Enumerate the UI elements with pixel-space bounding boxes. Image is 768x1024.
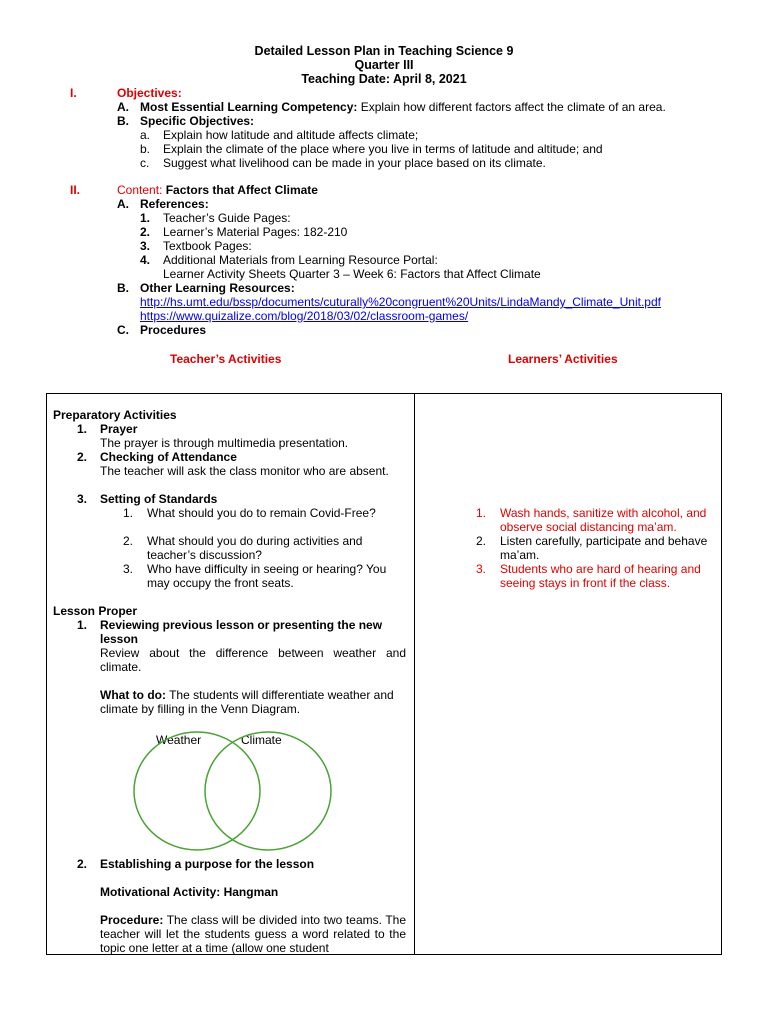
prayer-heading: Prayer [100,422,138,436]
procedures-letter: C. [117,323,129,337]
reference-marker: 2. [140,225,151,239]
standard-question: What should you do to remain Covid-Free? [147,506,376,520]
attendance-heading: Checking of Attendance [100,450,237,464]
learners-activities-heading: Learners’ Activities [508,352,618,366]
melc-line [140,100,666,114]
melc-text: Explain how different factors affect the climate of an area. [357,100,666,114]
motivational-activity: Motivational Activity: Hangman [100,885,279,899]
reference-marker: 4. [140,253,151,267]
quarter-label: Quarter III [354,58,414,72]
prayer-number: 1. [77,422,88,436]
learner-answer: Wash hands, sanitize with alcohol, and observe social distancing ma’am. [500,506,707,534]
attendance-text: The teacher will ask the class monitor who are absent. [100,464,389,478]
what-to-do-text: The students will differentiate weather and climate by filling in the Venn Diagram. [100,688,394,716]
review-number: 1. [77,618,88,632]
content-heading: Content: [117,183,163,197]
what-to-do-label: What to do: [100,688,166,702]
reference-marker: 3. [140,239,151,253]
melc-label: Most Essential Learning Competency: [140,100,358,114]
procedure-text: The class will be divided into two teams. The teacher will let the students guess a word related to the topic one letter at a time (allow one student [100,913,406,955]
other-resources-letter: B. [117,281,129,295]
column-divider [414,394,415,954]
other-resources-label: Other Learning Resources: [140,281,295,295]
objectives-heading: Objectives: [117,86,182,100]
reference-item: Additional Materials from Learning Resource Portal: [163,253,438,267]
prayer-text: The prayer is through multimedia presentation. [100,436,349,450]
purpose-number: 2. [77,857,88,871]
reference-item: Teacher’s Guide Pages: [163,211,291,225]
objective-marker: c. [140,156,150,170]
preparatory-activities-heading: Preparatory Activities [53,408,177,422]
learner-answer: Students who are hard of hearing and seeing stays in front if the class. [500,562,701,590]
review-heading: Reviewing previous lesson or presenting the new lesson [100,618,383,646]
standard-question: What should you do during activities and teacher’s discussion? [147,534,363,562]
references-letter: A. [117,197,129,211]
content-title: Factors that Affect Climate [162,183,318,197]
venn-circle-climate [205,732,331,850]
learner-activity-sheets: Learner Activity Sheets Quarter 3 – Week 6: Factors that Affect Climate [163,267,541,281]
venn-diagram [120,730,340,852]
lesson-proper-heading: Lesson Proper [53,604,138,618]
objective-marker: a. [140,128,151,142]
procedure-paragraph [100,913,406,955]
standard-question: Who have difficulty in seeing or hearing? You may occupy the front seats. [147,562,387,590]
learner-answer-marker: 1. [476,506,487,520]
learner-answer: Listen carefully, participate and behave ma’am. [500,534,708,562]
objective-marker: b. [140,142,151,156]
objective-item: Suggest what livelihood can be made in your place based on its climate. [163,156,546,170]
review-text: Review about the difference between weather and climate. [100,646,406,674]
resource-link-quizalize[interactable]: https://www.quizalize.com/blog/2018/03/02/classroom-games/ [140,309,469,323]
objective-b-letter: B. [117,114,129,128]
resource-link-umt[interactable]: http://hs.umt.edu/bssp/documents/cuturally%20congruent%20Units/LindaMandy_Climate_Unit.pdf [140,295,661,309]
objective-item: Explain how latitude and altitude affects climate; [163,128,419,142]
teacher-activities-heading: Teacher’s Activities [170,352,282,366]
reference-item: Learner’s Material Pages: 182-210 [163,225,348,239]
standards-number: 3. [77,492,88,506]
document-title: Detailed Lesson Plan in Teaching Science 9 [254,44,514,58]
venn-circle-weather [134,732,260,850]
references-label: References: [140,197,209,211]
objective-a-letter: A. [117,100,129,114]
objective-item: Explain the climate of the place where you live in terms of latitude and altitude; and [163,142,603,156]
specific-objectives-label: Specific Objectives: [140,114,255,128]
purpose-heading: Establishing a purpose for the lesson [100,857,315,871]
content-line [117,183,318,197]
section-numeral-2: II. [70,183,81,197]
standard-question-marker: 3. [123,562,134,576]
venn-label-weather: Weather [156,733,202,747]
standards-heading: Setting of Standards [100,492,218,506]
learner-answer-marker: 3. [476,562,487,576]
attendance-number: 2. [77,450,88,464]
standard-question-marker: 2. [123,534,134,548]
venn-label-climate: Climate [241,733,282,747]
what-to-do-paragraph [100,688,400,716]
reference-marker: 1. [140,211,151,225]
reference-item: Textbook Pages: [163,239,252,253]
learner-answer-marker: 2. [476,534,487,548]
standard-question-marker: 1. [123,506,134,520]
procedures-label: Procedures [140,323,207,337]
teaching-date: Teaching Date: April 8, 2021 [301,72,467,86]
procedure-label: Procedure: [100,913,164,927]
section-numeral-1: I. [70,86,77,100]
